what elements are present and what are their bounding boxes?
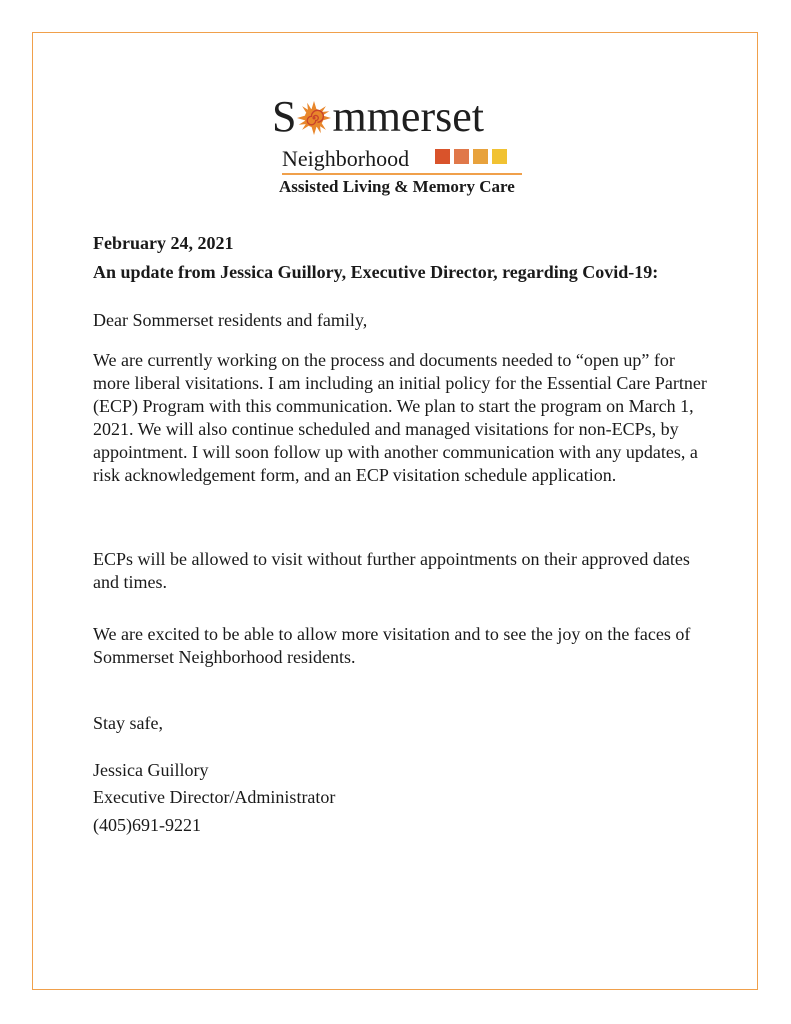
signer-name: Jessica Guillory — [93, 760, 209, 780]
logo-color-squares — [435, 149, 507, 167]
sommerset-logo — [272, 92, 532, 202]
letter-paragraph-3: We are excited to be able to allow more visitation and to see the joy on the faces of Sommerset Neighborhood residents. — [93, 624, 691, 667]
logo-divider — [282, 173, 522, 175]
letter-closing: Stay safe, — [93, 713, 163, 733]
signer-title: Executive Director/Administrator — [93, 787, 336, 807]
letter-paragraph-1: We are currently working on the process and documents needed to “open up” for more liberal visitations. I am including an initial policy for the Essential Care Partner (ECP) Program with this communication. We plan to start the program on March 1, 2021. We will also continue scheduled and managed visitations for non-ECPs, by appointment. I will soon follow up with another communication with any updates, a risk acknowledgement form, and an ECP visitation schedule application. — [93, 350, 707, 485]
logo-square-2 — [454, 149, 469, 164]
letter-date: February 24, 2021 — [93, 233, 234, 253]
sun-icon — [297, 101, 331, 135]
letter-headline: An update from Jessica Guillory, Executive Director, regarding Covid-19: — [93, 262, 659, 282]
logo-tagline: Assisted Living & Memory Care — [279, 177, 515, 196]
logo-subtitle: Neighborhood — [282, 146, 410, 171]
letter-greeting: Dear Sommerset residents and family, — [93, 310, 368, 330]
logo-square-4 — [492, 149, 507, 164]
logo-wordmark — [272, 92, 484, 142]
signer-phone: (405)691-9221 — [93, 815, 201, 835]
logo-word-start: S — [272, 92, 297, 141]
logo-square-1 — [435, 149, 450, 164]
logo-word-end: mmerset — [332, 92, 484, 141]
logo-square-3 — [473, 149, 488, 164]
letter-paragraph-2: ECPs will be allowed to visit without further appointments on their approved dates and times. — [93, 549, 690, 592]
